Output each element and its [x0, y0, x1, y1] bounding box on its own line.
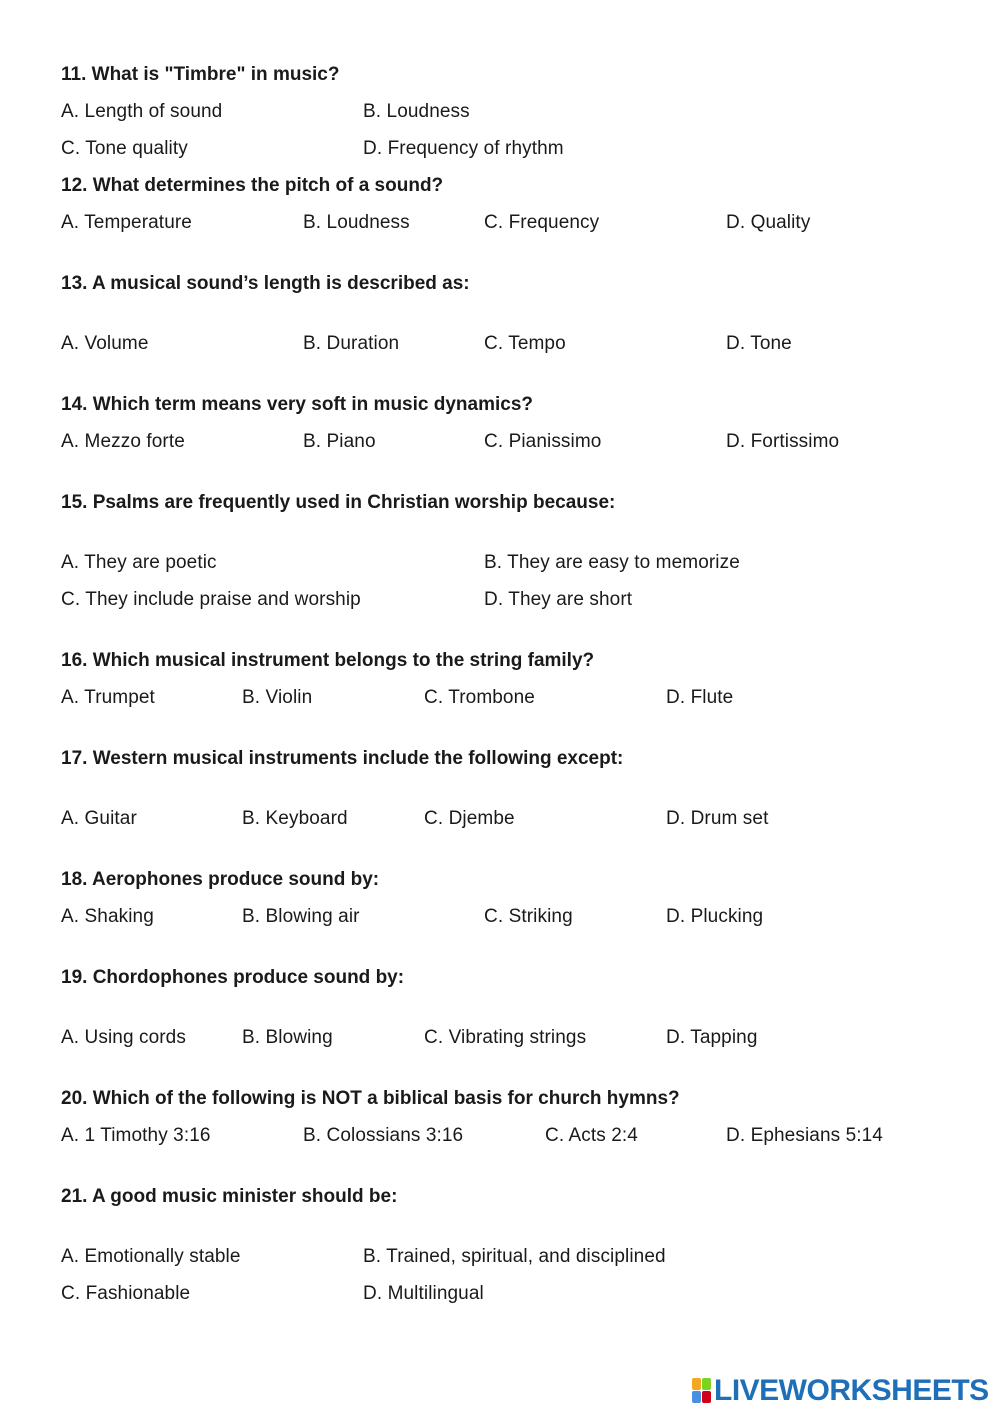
q18-option-c[interactable]: C. Striking — [484, 906, 573, 927]
question-18-text: 18. Aerophones produce sound by: — [61, 869, 380, 890]
question-13-text: 13. A musical sound’s length is described as: — [61, 273, 470, 294]
q17-option-d[interactable]: D. Drum set — [666, 808, 769, 829]
q18-option-d[interactable]: D. Plucking — [666, 906, 764, 927]
liveworksheets-logo[interactable] — [692, 1375, 989, 1407]
q13-option-d[interactable]: D. Tone — [726, 333, 792, 354]
q16-option-d[interactable]: D. Flute — [666, 687, 734, 708]
q14-option-b[interactable]: B. Piano — [303, 431, 376, 452]
q13-option-c[interactable]: C. Tempo — [484, 333, 566, 354]
q18-option-b[interactable]: B. Blowing air — [242, 906, 360, 927]
q12-option-b[interactable]: B. Loudness — [303, 212, 410, 233]
q19-option-d[interactable]: D. Tapping — [666, 1027, 758, 1048]
q17-option-c[interactable]: C. Djembe — [424, 808, 515, 829]
q19-option-c[interactable]: C. Vibrating strings — [424, 1027, 587, 1048]
question-11-text: 11. What is "Timbre" in music? — [61, 64, 340, 85]
q20-option-a[interactable]: A. 1 Timothy 3:16 — [61, 1125, 211, 1146]
q16-option-b[interactable]: B. Violin — [242, 687, 313, 708]
q16-option-a[interactable]: A. Trumpet — [61, 687, 155, 708]
q15-option-d[interactable]: D. They are short — [484, 589, 633, 610]
question-14-text: 14. Which term means very soft in music dynamics? — [61, 394, 533, 415]
q20-option-b[interactable]: B. Colossians 3:16 — [303, 1125, 464, 1146]
q11-option-d[interactable]: D. Frequency of rhythm — [363, 138, 564, 159]
question-12-text: 12. What determines the pitch of a sound? — [61, 175, 444, 196]
question-15-text: 15. Psalms are frequently used in Christian worship because: — [61, 492, 616, 513]
question-19-text: 19. Chordophones produce sound by: — [61, 967, 405, 988]
q19-option-a[interactable]: A. Using cords — [61, 1027, 186, 1048]
q19-option-b[interactable]: B. Blowing — [242, 1027, 333, 1048]
q14-option-a[interactable]: A. Mezzo forte — [61, 431, 185, 452]
q17-option-b[interactable]: B. Keyboard — [242, 808, 348, 829]
q21-option-b[interactable]: B. Trained, spiritual, and disciplined — [363, 1246, 666, 1267]
q21-option-a[interactable]: A. Emotionally stable — [61, 1246, 241, 1267]
q14-option-c[interactable]: C. Pianissimo — [484, 431, 602, 452]
liveworksheets-logo-text: LIVEWORKSHEETS — [714, 1374, 989, 1407]
q11-option-b[interactable]: B. Loudness — [363, 101, 470, 122]
q16-option-c[interactable]: C. Trombone — [424, 687, 535, 708]
q11-option-a[interactable]: A. Length of sound — [61, 101, 223, 122]
q13-option-a[interactable]: A. Volume — [61, 333, 149, 354]
q21-option-d[interactable]: D. Multilingual — [363, 1283, 484, 1304]
q12-option-d[interactable]: D. Quality — [726, 212, 811, 233]
q13-option-b[interactable]: B. Duration — [303, 333, 400, 354]
q17-option-a[interactable]: A. Guitar — [61, 808, 137, 829]
q20-option-d[interactable]: D. Ephesians 5:14 — [726, 1125, 883, 1146]
liveworksheets-logo-icon — [692, 1378, 712, 1404]
question-16-text: 16. Which musical instrument belongs to the string family? — [61, 650, 595, 671]
q12-option-a[interactable]: A. Temperature — [61, 212, 192, 233]
q15-option-a[interactable]: A. They are poetic — [61, 552, 217, 573]
q11-option-c[interactable]: C. Tone quality — [61, 138, 188, 159]
q18-option-a[interactable]: A. Shaking — [61, 906, 154, 927]
q15-option-b[interactable]: B. They are easy to memorize — [484, 552, 740, 573]
question-21-text: 21. A good music minister should be: — [61, 1186, 398, 1207]
q20-option-c[interactable]: C. Acts 2:4 — [545, 1125, 638, 1146]
question-17-text: 17. Western musical instruments include the following except: — [61, 748, 624, 769]
q15-option-c[interactable]: C. They include praise and worship — [61, 589, 361, 610]
q14-option-d[interactable]: D. Fortissimo — [726, 431, 840, 452]
q12-option-c[interactable]: C. Frequency — [484, 212, 600, 233]
q21-option-c[interactable]: C. Fashionable — [61, 1283, 191, 1304]
question-20-text: 20. Which of the following is NOT a biblical basis for church hymns? — [61, 1088, 680, 1109]
